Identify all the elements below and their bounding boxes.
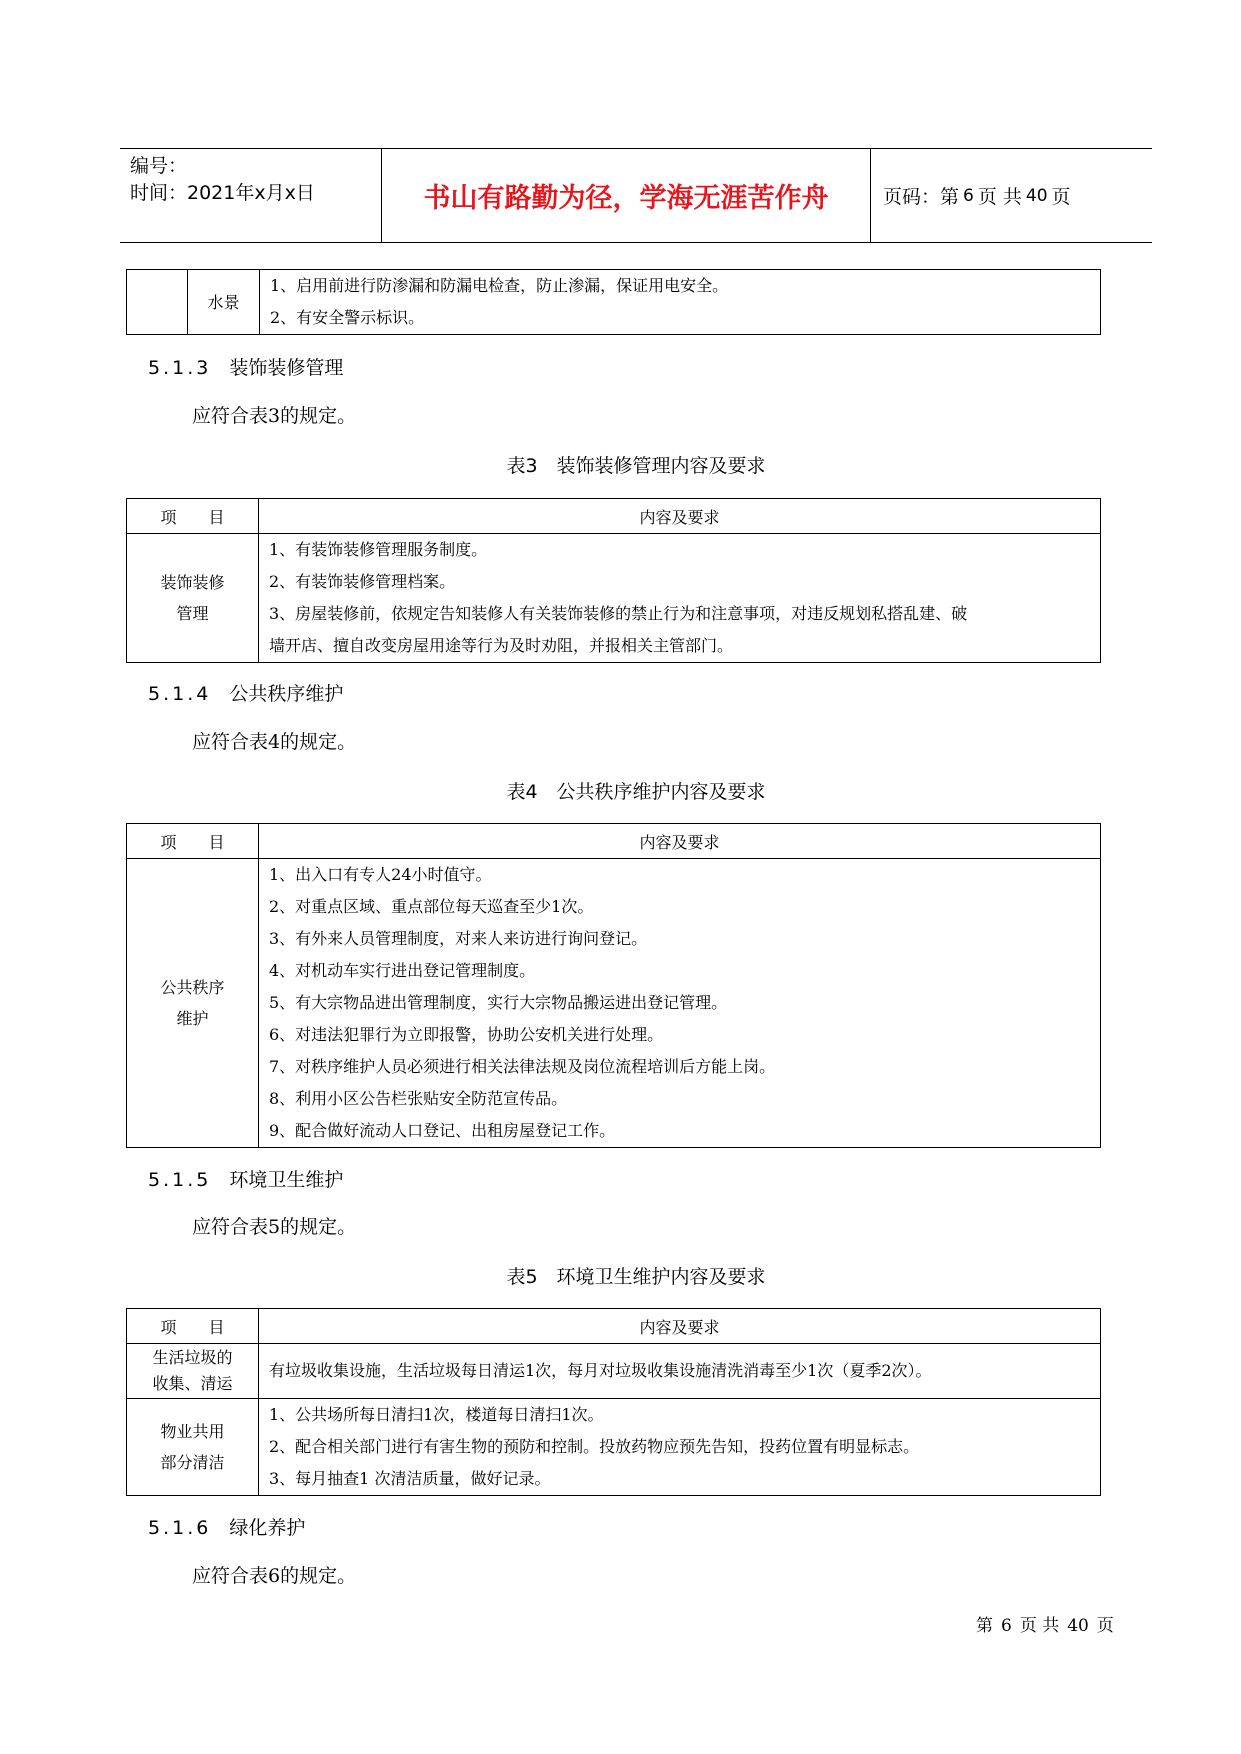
water-feature-table [126, 269, 1101, 335]
footer-prefix: 第 [976, 1616, 993, 1636]
section-title: 环境卫生维护 [229, 1169, 344, 1191]
content-line: 墙开店、擅自改变房屋用途等行为及时劝阻，并报相关主管部门。 [269, 636, 734, 655]
content-line: 2、有安全警示标识。 [270, 308, 425, 327]
section-paragraph: 应符合表4的规定。 [192, 731, 357, 753]
section-heading-5-1-3 [148, 353, 343, 380]
section-heading-5-1-6 [148, 1513, 305, 1540]
table-header-content: 内容及要求 [259, 824, 1101, 859]
table-row-label [127, 859, 259, 1148]
table-row-label [127, 534, 259, 663]
section-paragraph: 应符合表3的规定。 [192, 405, 357, 427]
content-line: 5、有大宗物品进出管理制度，实行大宗物品搬运进出登记管理。 [269, 993, 728, 1012]
table-content [259, 534, 1101, 663]
empty-cell [127, 270, 188, 335]
page-suffix: 页 [1051, 186, 1071, 208]
content-line: 1、出入口有专人24小时值守。 [269, 865, 492, 884]
page-total: 40 [1025, 185, 1048, 206]
document-time: 时间：2021年x月x日 [130, 182, 315, 204]
content-line: 1、启用前进行防渗漏和防漏电检查，防止渗漏，保证用电安全。 [270, 276, 729, 295]
section-number: 5.1.3 [148, 357, 212, 379]
table-row-label: 水景 [188, 270, 260, 335]
section-paragraph: 应符合表6的规定。 [192, 1565, 357, 1587]
header-page-indicator [883, 149, 1071, 242]
table-caption: 表4 公共秩序维护内容及要求 [506, 781, 766, 803]
content-line: 3、有外来人员管理制度，对来人来访进行询问登记。 [269, 929, 648, 948]
table-content: 有垃圾收集设施，生活垃圾每日清运1次，每月对垃圾收集设施清洗消毒至少1次（夏季2次）。 [259, 1344, 1101, 1399]
content-line: 3、每月抽查1 次清洁质量，做好记录。 [269, 1469, 551, 1488]
footer-suffix: 页 [1096, 1616, 1114, 1636]
table-header-item: 项 目 [127, 1309, 259, 1344]
content-line: 2、对重点区域、重点部位每天巡查至少1次。 [269, 897, 594, 916]
section-paragraph: 应符合表5的规定。 [192, 1216, 357, 1238]
table-header-item: 项 目 [127, 499, 259, 534]
page-footer [972, 1611, 1118, 1636]
table-header-content: 内容及要求 [259, 1309, 1101, 1344]
document-number-label: 编号： [130, 155, 188, 177]
content-line: 7、对秩序维护人员必须进行相关法律法规及岗位流程培训后方能上岗。 [269, 1057, 776, 1076]
header-divider [870, 149, 871, 242]
table-content [259, 859, 1101, 1148]
table-row-label [127, 1344, 259, 1399]
page-header [120, 148, 1152, 243]
label-line: 维护 [176, 1009, 209, 1028]
content-line: 3、房屋装修前，依规定告知装修人有关装饰装修的禁止行为和注意事项，对违反规划私搭乱建、破 [269, 604, 968, 623]
table-caption: 表3 装饰装修管理内容及要求 [506, 455, 766, 477]
section-number: 5.1.4 [148, 683, 212, 705]
table-content [260, 270, 1101, 335]
content-line: 1、公共场所每日清扫1次，楼道每日清扫1次。 [269, 1405, 604, 1424]
table-caption: 表5 环境卫生维护内容及要求 [506, 1266, 766, 1288]
header-meta [130, 153, 315, 207]
footer-mid: 页 共 [1019, 1616, 1060, 1636]
content-line: 6、对违法犯罪行为立即报警，协助公安机关进行处理。 [269, 1025, 664, 1044]
footer-current: 6 [1001, 1616, 1012, 1636]
label-line: 公共秩序 [160, 978, 225, 997]
header-motto: 书山有路勤为径，学海无涯苦作舟 [423, 183, 829, 214]
label-line: 管理 [176, 604, 209, 623]
section-title: 绿化养护 [229, 1517, 306, 1539]
content-line: 2、配合相关部门进行有害生物的预防和控制。投放药物应预先告知，投药位置有明显标志。 [269, 1437, 920, 1456]
table-4 [126, 823, 1101, 1148]
table-header-content: 内容及要求 [259, 499, 1101, 534]
section-title: 公共秩序维护 [229, 683, 344, 705]
section-number: 5.1.6 [148, 1517, 212, 1539]
footer-total: 40 [1067, 1616, 1089, 1636]
section-heading-5-1-5 [148, 1165, 343, 1192]
content-line: 2、有装饰装修管理档案。 [269, 572, 456, 591]
label-line: 物业共用 [160, 1422, 225, 1441]
label-line: 装饰装修 [160, 573, 225, 592]
table-content [259, 1399, 1101, 1496]
table-header-item: 项 目 [127, 824, 259, 859]
page-prefix: 页码：第 [883, 186, 960, 208]
section-title: 装饰装修管理 [229, 357, 344, 379]
label-line: 部分清洁 [160, 1453, 225, 1472]
table-row-label [127, 1399, 259, 1496]
content-line: 1、有装饰装修管理服务制度。 [269, 540, 488, 559]
section-heading-5-1-4 [148, 679, 343, 706]
content-line: 4、对机动车实行进出登记管理制度。 [269, 961, 536, 980]
label-line: 收集、清运 [152, 1374, 233, 1393]
page-current: 6 [963, 185, 974, 206]
table-3 [126, 498, 1101, 663]
content-line: 8、利用小区公告栏张贴安全防范宣传品。 [269, 1089, 568, 1108]
section-number: 5.1.5 [148, 1169, 212, 1191]
content-line: 9、配合做好流动人口登记、出租房屋登记工作。 [269, 1121, 616, 1140]
label-line: 生活垃圾的 [152, 1348, 233, 1367]
table-5 [126, 1308, 1101, 1496]
page-mid: 页 共 [977, 186, 1022, 208]
